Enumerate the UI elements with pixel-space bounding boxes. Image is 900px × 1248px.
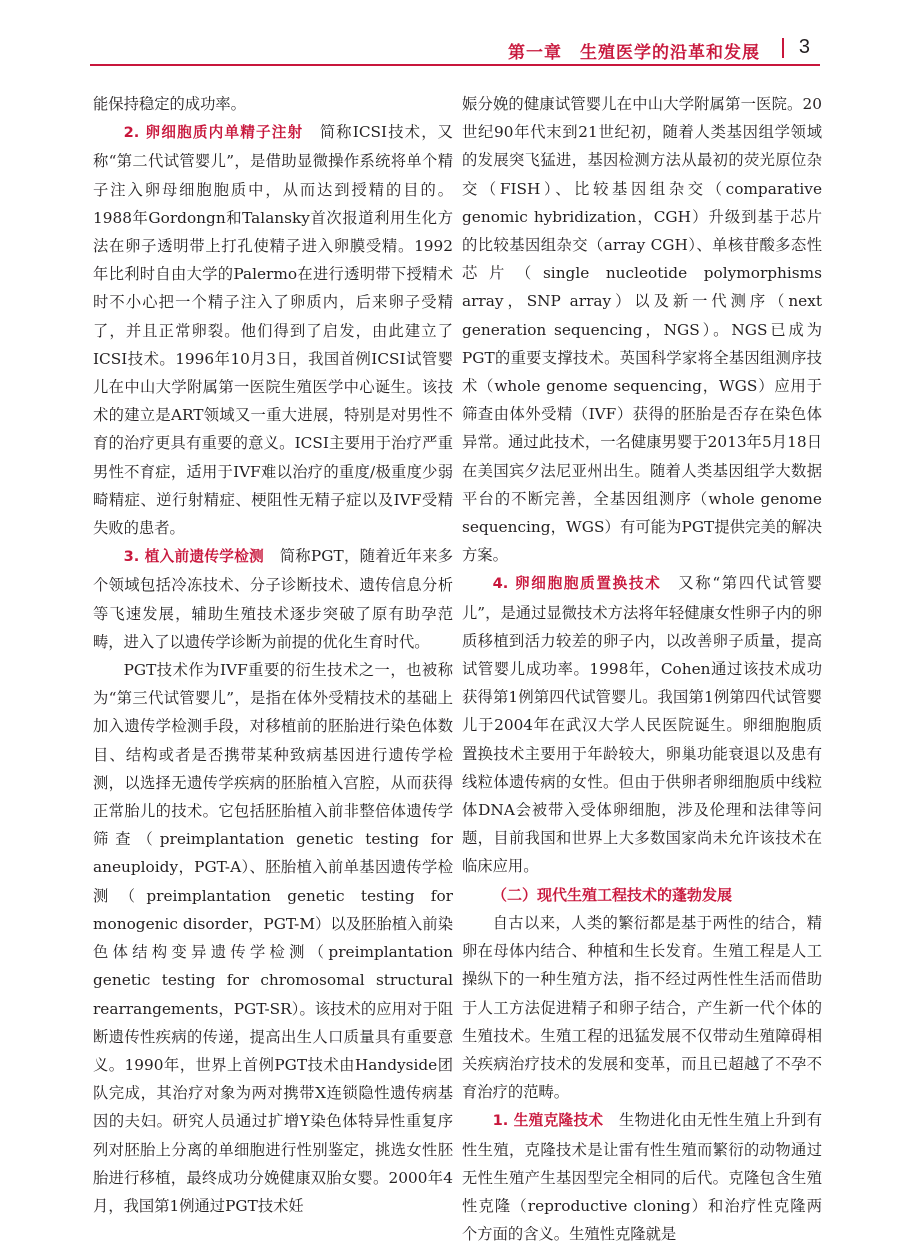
paragraph-icsi — [93, 118, 453, 542]
header-rule — [90, 64, 820, 66]
paragraph-ooplasm-transfer — [462, 569, 822, 880]
paragraph-pgt-detail: PGT技术作为IVF重要的衍生技术之一，也被称为“第三代试管婴儿”，是指在体外受精技术的基础上加入遗传学检测手段，对移植前的胚胎进行染色体数目、结构或者是否携带某种致病基因进行遗传学检测，以选择无遗传学疾病的胚胎植入宫腔，从而获得正常胎儿的技术。它包括胚胎植入前非整倍体遗传学筛查（preimplantation genetic testing for aneuploidy，PGT-A）、胚胎植入前单基因遗传学检测（preimplantation genetic testing for monogenic disorder，PGT-M）以及胚胎植入前染色体结构变异遗传学检测（preimplantation genetic testing for chromosomal structural rearrangements，PGT-SR）。该技术的应用对于阻断遗传性疾病的传递，提高出生人口质量具有重要意义。1990年，世界上首例PGT技术由Handyside团队完成，其治疗对象为两对携带X连锁隐性遗传病基因的夫妇。研究人员通过扩增Y染色体特异性重复序列对胚胎上分离的单细胞进行性别鉴定，挑选女性胚胎进行移植，最终成功分娩健康双胎女婴。2000年4月，我国第1例通过PGT技术妊 — [93, 661, 453, 1215]
section-heading: （二）现代生殖工程技术的蓬勃发展 — [492, 885, 733, 904]
chapter-title: 第一章 生殖医学的沿革和发展 — [508, 43, 760, 63]
paragraph-reproductive-engineering: 自古以来，人类的繁衍都是基于两性的结合，精卵在母体内结合、种植和生长发育。生殖工程是人工操纵下的一种生殖方法，指不经过两性性生活而借助于人工方法促进精子和卵子结合，产生新一代个体的生殖技术。生殖工程的迅猛发展不仅带动生殖障碍相关疾病治疗技术的发展和变革，而且已超越了不孕不育治疗的范畴。 — [462, 913, 822, 1102]
heading-ooplasm-transfer: 4. 卵细胞胞质置换技术 — [492, 575, 662, 593]
left-column — [93, 90, 453, 1220]
heading-icsi: 2. 卵细胞质内单精子注射 — [123, 124, 304, 142]
header-separator — [782, 38, 784, 58]
running-header — [0, 20, 900, 66]
paragraph-pgt-continued: 娠分娩的健康试管婴儿在中山大学附属第一医院。20世纪90年代末到21世纪初，随着人类基因组学领域的发展突飞猛进，基因检测方法从最初的荧光原位杂交（FISH）、比较基因组杂交（comparative genomic hybridization，CGH）升级到基于芯片的比较基因组杂交（array CGH）、单核苷酸多态性芯片（single nucleotide polymorphisms array，SNP array）以及新一代测序（next generation sequencing，NGS）。NGS已成为PGT的重要支撑技术。英国科学家将全基因组测序技术（whole genome sequencing，WGS）应用于筛查由体外受精（IVF）获得的胚胎是否存在染色体异常。通过此技术，一名健康男婴于2013年5月18日在美国宾夕法尼亚州出生。随着人类基因组学大数据平台的不断完善，全基因组测序（whole genome sequencing，WGS）有可能为PGT提供完美的解决方案。 — [462, 95, 822, 565]
right-column — [462, 90, 822, 1248]
heading-pgt: 3. 植入前遗传学检测 — [123, 548, 265, 566]
paragraph-pgt-intro — [93, 542, 453, 656]
text-pgt-intro: 简称PGT，随着近年来多个领域包括冷冻技术、分子诊断技术、遗传信息分析等飞速发展，辅助生殖技术逐步突破了原有助孕范畴，进入了以遗传学诊断为前提的优化生育时代。 — [93, 547, 453, 651]
text-icsi: 简称ICSI技术，又称“第二代试管婴儿”，是借助显微操作系统将单个精子注入卵母细胞胞质中，从而达到授精的目的。1988年Gordongn和Talansky首次报道利用生化方法在卵子透明带上打孔使精子进入卵膜受精。1992年比利时自由大学的Palermo在进行透明带下授精术时不小心把一个精子注入了卵质内，后来卵子受精了，并且正常卵裂。他们得到了启发，由此建立了ICSI技术。1996年10月3日，我国首例ICSI试管婴儿在中山大学附属第一医院生殖医学中心诞生。该技术的建立是ART领域又一重大进展，特别是对男性不育的治疗更具有重要的意义。ICSI主要用于治疗严重男性不育症，适用于IVF难以治疗的重度/极重度少弱畸精症、逆行射精症、梗阻性无精子症以及IVF受精失败的患者。 — [93, 123, 453, 538]
text-ooplasm-transfer: 又称“第四代试管婴儿”，是通过显微技术方法将年轻健康女性卵子内的卵质移植到活力较差的卵子内，以改善卵子质量，提高试管婴儿成功率。1998年，Cohen通过该技术成功获得第1例第四代试管婴儿。我国第1例第四代试管婴儿于2004年在武汉大学人民医院诞生。卵细胞胞质置换技术主要用于年龄较大，卵巢功能衰退以及患有线粒体遗传病的女性。但由于供卵者卵细胞质中线粒体DNA会被带入受体卵细胞，涉及伦理和法律等问题，目前我国和世界上大多数国家尚未允许该技术在临床应用。 — [462, 574, 822, 876]
paragraph-continuation: 能保持稳定的成功率。 — [93, 95, 246, 113]
page-number: 3 — [798, 36, 810, 58]
heading-cloning: 1. 生殖克隆技术 — [492, 1112, 604, 1130]
text-cloning: 生物进化由无性生殖上升到有性生殖，克隆技术是让雷有性生殖而繁衍的动物通过无性生殖产生基因型完全相同的后代。克隆包含生殖性克隆（reproductive cloning）和治疗性克隆两个方面的含义。生殖性克隆就是 — [462, 1111, 822, 1244]
paragraph-cloning — [462, 1106, 822, 1248]
